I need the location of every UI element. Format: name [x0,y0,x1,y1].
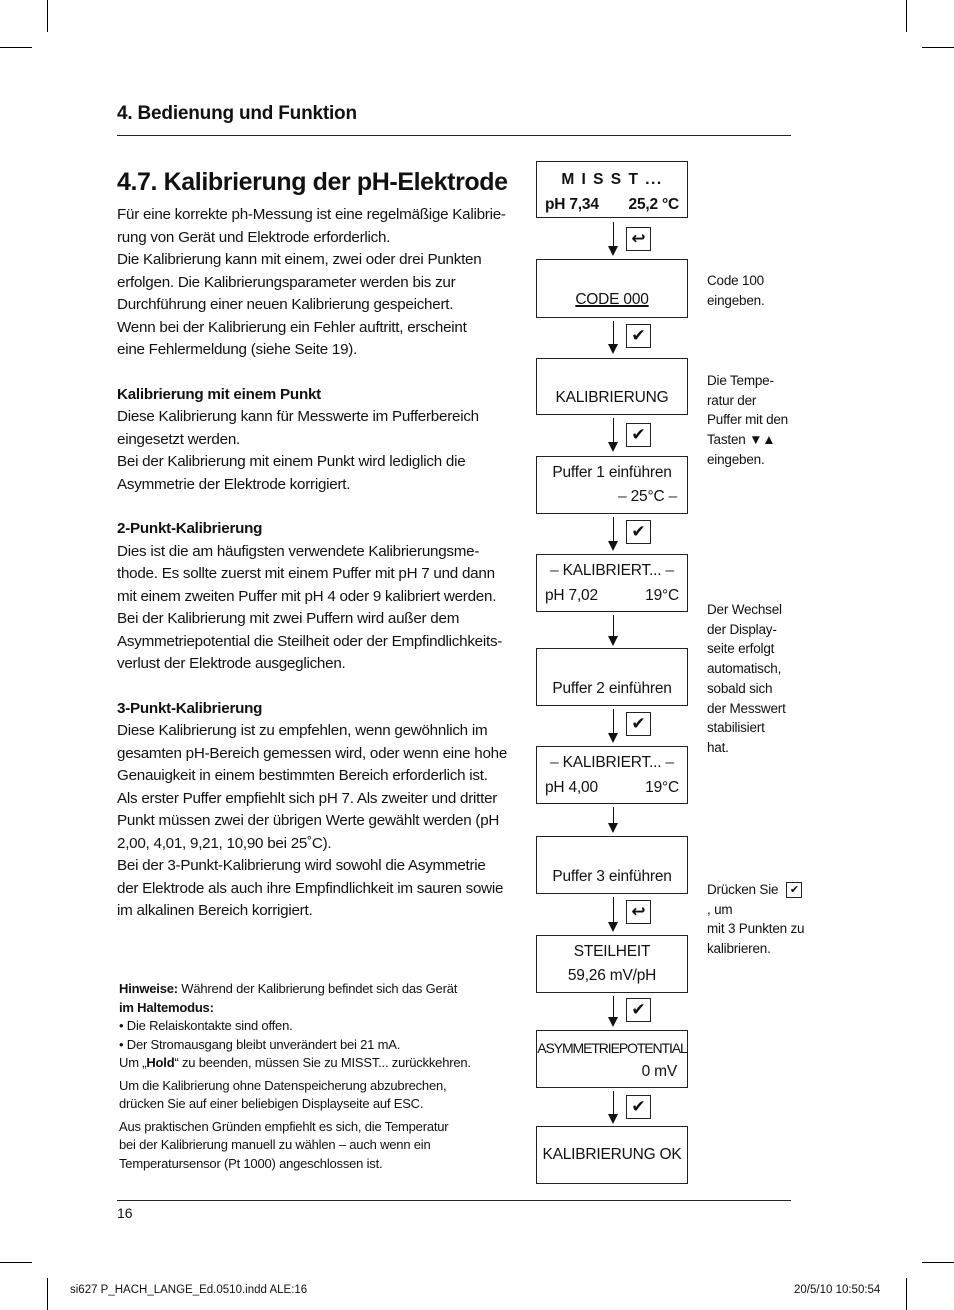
crop-mark [922,1262,954,1263]
display-line: KALIBRIERUNG [555,389,669,406]
text-line: Punkt müssen zwei der übrigen Werte gewählt werden (pH [117,812,500,829]
flow-arrow [608,709,619,743]
enter-key-icon: ✔ [626,423,651,447]
text-line: gesamten pH-Bereich gemessen wird, oder wenn eine hohe [117,744,508,762]
display-line: M I S S T ... [561,171,663,188]
display-temp: 19°C [645,779,679,796]
display-line: STEILHEIT [573,943,651,960]
flow-arrow [608,321,619,354]
side-note-line: eingeben. [707,292,765,308]
print-slug-file: si627 P_HACH_LANGE_Ed.0510.indd ALE:16 [70,1284,308,1296]
display-temp: 25,2 °C [628,196,679,213]
text-line: Bei der Kalibrierung mit zwei Puffern wird außer dem [117,610,460,627]
body-text [117,204,509,923]
esc-key-icon: ↩ [626,900,651,924]
enter-key-icon: ✔ [786,882,802,898]
flow-arrow [608,897,619,932]
subheading-two-point: 2-Punkt-Kalibrierung [117,520,263,537]
text-line: mit einem zweiten Puffer mit pH 4 oder 9 kalibriert werden. [117,587,497,605]
side-note-line: Code 100 [707,273,764,288]
note-bullet: • Der Stromausgang bleibt unverändert bei 21 mA. [119,1036,401,1052]
side-note-line: eingeben. [707,451,765,467]
text-line: Dies ist die am häufigsten verwendete Kalibrierungsme- [117,542,480,560]
display-puffer-1: Puffer 1 einführen – 25°C – [536,456,688,514]
note-hold-word: Hold [146,1055,175,1070]
crop-mark [0,47,32,48]
text-line: Durchführung einer neuen Kalibrierung gespeichert. [117,296,454,313]
text-line: eingesetzt werden. [117,430,240,448]
side-note-line: kalibrieren. [707,941,771,957]
text-line: Bei der Kalibrierung mit einem Punkt wird lediglich die [117,453,466,470]
text-line: Asymmetriepotential die Steilheit oder der Empfindlichkeits- [117,632,503,650]
text-line: erfolgen. Die Kalibrierungsparameter werden bis zur [117,273,456,291]
display-ph: pH 7,02 [545,587,598,604]
display-line: Puffer 1 einführen [552,464,672,481]
note-label: Hinweise: [119,981,178,996]
text-line: thode. Es sollte zuerst mit einem Puffer mit pH 7 und dann [117,565,495,582]
flow-arrow [608,615,619,646]
display-line: 0 mV [641,1063,677,1080]
print-slug-date: 20/5/10 10:50:54 [794,1284,881,1296]
display-line: KALIBRIERT... [562,562,662,579]
note-text: Während der Kalibrierung befindet sich das Gerät [177,981,458,996]
side-note-line: Drücken Sie [707,882,779,897]
text-line: Wenn bei der Kalibrierung ein Fehler auftritt, erscheint [117,318,467,336]
note-text: drücken Sie auf einer beliebigen Displayseite auf ESC. [119,1096,424,1111]
subheading-one-point: Kalibrierung mit einem Punkt [117,385,321,403]
display-kalibrierung-ok [536,1126,688,1184]
side-note-line: Der Wechsel [707,602,782,617]
crop-mark [906,0,907,32]
flow-arrow [608,996,619,1027]
note-bullet: • Die Relaiskontakte sind offen. [119,1018,293,1033]
display-misst [536,161,688,218]
text-line: Als erster Puffer empfiehlt sich pH 7. Als zweiter und dritter [117,789,498,807]
display-line: ASYMMETRIEPOTENTIAL [537,1040,687,1056]
text-line: 2,00, 4,01, 9,21, 10,90 bei 25˚C). [117,834,332,852]
crop-mark [906,1278,907,1310]
flow-arrow [608,1091,619,1124]
hinweise-note [119,980,499,1173]
display-line: KALIBRIERT... [562,754,662,771]
side-note-line: automatisch, [707,661,782,677]
display-kalibrierung [536,358,688,415]
display-puffer-2 [536,648,688,706]
section-heading: 4. Bedienung und Funktion [117,103,357,124]
flow-arrow [608,222,619,256]
side-note-line: mit 3 Punkten zu [707,921,805,937]
side-note-line: ratur der [707,392,757,408]
display-line: CODE 000 [575,291,649,308]
text-line: Für eine korrekte ph-Messung ist eine regelmäßige Kalibrie- [117,206,506,223]
flow-arrow [608,807,619,833]
display-asymmetriepotential [536,1030,688,1088]
side-note-line: Puffer mit den [707,412,788,428]
display-puffer-3 [536,836,688,894]
text-line: Diese Kalibrierung ist zu empfehlen, wenn gewöhnlich im [117,722,488,739]
side-note-line: , um [707,901,733,917]
text-line: eine Fehlermeldung (siehe Seite 19). [117,341,358,358]
text-line: Die Kalibrierung kann mit einem, zwei oder drei Punkten [117,251,482,268]
note-text: Temperatursensor (Pt 1000) angeschlossen ist. [119,1155,383,1171]
side-note-wechsel [707,600,807,758]
display-line: 59,26 mV/pH [567,967,657,984]
display-temp: 25°C [630,488,665,505]
esc-key-icon: ↩ [626,227,651,251]
page-number: 16 [117,1205,133,1221]
side-note-line: sobald sich [707,680,773,696]
text-line: verlust der Elektrode ausgeglichen. [117,655,346,672]
side-note-druecken [707,880,812,959]
text-line: im alkalinen Bereich korrigiert. [117,902,313,919]
side-note-line: Tasten ▼▲ [707,432,776,448]
subheading-three-point: 3-Punkt-Kalibrierung [117,699,263,717]
display-ph: pH 4,00 [545,779,598,796]
page-title: 4.7. Kalibrierung der pH-Elektrode [117,168,508,196]
side-note-line: hat. [707,739,729,755]
display-code [536,259,688,318]
display-line: Puffer 2 einführen [552,680,672,697]
note-text: im Haltemodus: [119,999,214,1015]
display-steilheit [536,935,688,993]
flow-arrow [608,517,619,551]
enter-key-icon: ✔ [626,324,651,348]
enter-key-icon: ✔ [626,520,651,544]
text-line: Bei der 3-Punkt-Kalibrierung wird sowohl die Asymmetrie [117,857,486,874]
display-kalibriert-2: – KALIBRIERT... – pH 4,00 19°C [536,746,688,804]
note-text: Um „ [119,1055,147,1070]
enter-key-icon: ✔ [626,1095,651,1119]
note-text: bei der Kalibrierung manuell zu wählen – auch wenn ein [119,1137,431,1152]
side-note-temperature [707,371,807,470]
text-line: rung von Gerät und Elektrode erforderlich. [117,228,391,246]
footer-rule [117,1200,791,1201]
text-line: Asymmetrie der Elektrode korrigiert. [117,475,351,493]
display-kalibriert-1: – KALIBRIERT... – pH 7,02 19°C [536,554,688,612]
text-line: der Elektrode als auch ihre Empfindlichkeit im sauren sowie [117,879,504,897]
display-ph: pH 7,34 [545,196,599,213]
text-line: Genauigkeit in einem bestimmten Bereich erforderlich ist. [117,767,488,784]
side-note-line: Die Tempe- [707,373,774,388]
flow-arrow [608,418,619,452]
side-note-line: seite erfolgt [707,641,775,657]
note-text: Aus praktischen Gründen empfiehlt es sich, die Temperatur [119,1118,449,1134]
display-temp: 19°C [645,587,679,604]
crop-mark [0,1262,32,1263]
text-line: Diese Kalibrierung kann für Messwerte im Pufferbereich [117,408,479,425]
display-line: KALIBRIERUNG OK [542,1146,682,1163]
side-note-line: der Messwert [707,700,786,716]
crop-mark [47,0,48,32]
note-text: “ zu beenden, müssen Sie zu MISST... zurückkehren. [174,1055,471,1070]
side-note-line: stabilisiert [707,720,765,736]
crop-mark [47,1278,48,1310]
enter-key-icon: ✔ [626,712,651,736]
crop-mark [922,47,954,48]
header-rule [117,135,791,136]
side-note-code [707,271,807,310]
display-line: Puffer 3 einführen [552,868,672,885]
side-note-line: der Display- [707,621,777,637]
enter-key-icon: ✔ [626,998,651,1022]
note-text: Um die Kalibrierung ohne Datenspeicherung abzubrechen, [119,1077,447,1093]
